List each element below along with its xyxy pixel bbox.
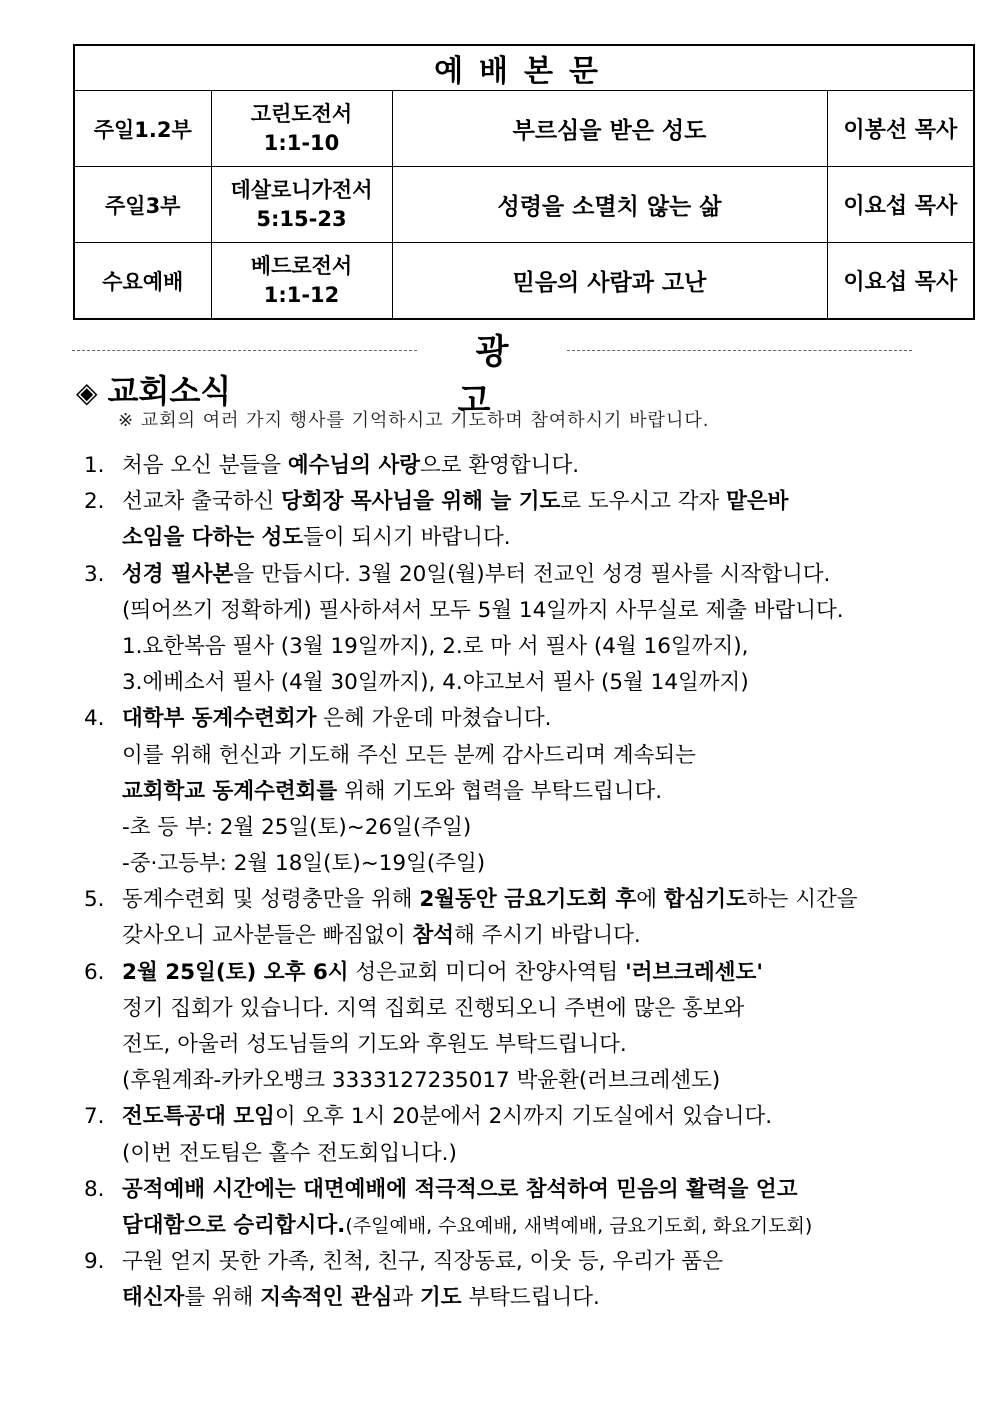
service-name: 주일1.2부 — [74, 91, 211, 167]
news-heading: ◈ 교회소식 — [76, 372, 232, 410]
pastor-name: 이요섭 목사 — [827, 167, 974, 243]
scripture-ref: 고린도전서 1:1-10 — [211, 91, 392, 167]
sermon-title: 부르심을 받은 성도 — [392, 91, 827, 167]
dashed-divider — [72, 350, 417, 351]
list-item: 6. 2월 25일(토) 오후 6시 성은교회 미디어 찬양사역팀 '러브크레센도' — [84, 959, 763, 985]
list-item: 9. 구원 얻지 못한 가족, 친척, 친구, 직장동료, 이웃 등, 우리가 품은 — [84, 1249, 723, 1275]
pastor-name: 이봉선 목사 — [827, 91, 974, 167]
pastor-name: 이요섭 목사 — [827, 243, 974, 320]
sermon-title: 성령을 소멸치 않는 삶 — [392, 167, 827, 243]
diamond-icon: ◈ — [76, 376, 98, 409]
list-item: 2. 선교차 출국하신 당회장 목사님을 위해 늘 기도로 도우시고 각자 맡은바 — [84, 489, 789, 515]
scripture-ref: 데살로니가전서 5:15-23 — [211, 167, 392, 243]
dashed-divider — [567, 350, 912, 351]
table-row — [74, 243, 974, 320]
sermon-title: 믿음의 사람과 고난 — [392, 243, 827, 320]
list-item: 4. 대학부 동계수련회가 은혜 가운데 마쳤습니다. — [84, 706, 552, 732]
news-note: ※ 교회의 여러 가지 행사를 기억하시고 기도하며 참여하시기 바랍니다. — [118, 410, 710, 431]
news-list: 1. 처음 오신 분들을 예수님의 사랑으로 환영합니다. 2. 선교차 출국하신 당회장 목사님을 위해 늘 기도로 도우시고 각자 맡은바 소임을 다하는 성도들이 되시기 바랍니다. 3. 성경 필사본을 만듭시다. 3월 20일(월)부터 전교인 성경 필사를 시작합니다. (띄어쓰기 정확하게) 필사하셔서 모두 5월 14일까지 사무실로 제출 바랍니다. 1.요한복음 필사 (3월 19일까지), 2.로 마 서 필사 (4월 16일까지), 3.에베소서 필사 (4월 30일까지), 4.야고보서 필사 (5월 14일까지) 4. 대학부 동계수련회가 은혜 가운데 마쳤습니다. 이를 위해 헌신과 기도해 주신 모든 분께 감사드리며 계속되는 교회학교 동계수련회를 위해 기도와 협력을 부탁드립니다. -초 등 부: 2월 25일(토)~26일(주일) -중·고등부: 2월 18일(토)~19일(주일) 5. 동계수련회 및 성령충만을 위해 2월동안 금요기도회 후에 합심기도하는 시간을 갖사오니 교사분들은 빠짐없이 참석해 주시기 바랍니다. 6. 2월 25일(토) 오후 6시 성은교회 미디어 찬양사역팀 '러브크레센도' 정기 집회가 있습니다. 지역 집회로 진행되오니 주변에 많은 홍보와 전도, 아울러 성도님들의 기도와 후원도 부탁드립니다. (후원계좌-카카오뱅크 3333127235017 박윤환(러브크레센도) 7. 전도특공대 모임이 오후 1시 20분에서 2시까지 기도실에서 있습니다. (이번 전도팀은 홀수 전도회입니다.) 8. 공적예배 시간에는 대면예배에 적극적으로 참석하여 믿음의 활력을 얻고 담대함으로 승리합시다.(주일예배, 수요예배, 새벽예배, 금요기도회, 화요기도회) 9. 구원 얻지 못한 가족, 친척, 친구, 직장동료, 이웃 등, 우리가 품은 태신자를 위해 지속적인 관심과 기도 부탁드립니다. — [84, 448, 864, 1317]
scripture-ref: 베드로전서 1:1-12 — [211, 243, 392, 320]
service-name: 주일3부 — [74, 167, 211, 243]
list-item: 8. 공적예배 시간에는 대면예배에 적극적으로 참석하여 믿음의 활력을 얻고 — [84, 1176, 798, 1202]
list-item: 5. 동계수련회 및 성령충만을 위해 2월동안 금요기도회 후에 합심기도하는 시간을 — [84, 887, 858, 913]
list-item: 3. 성경 필사본을 만듭시다. 3월 20일(월)부터 전교인 성경 필사를 시작합니다. — [84, 561, 831, 587]
table-row — [74, 167, 974, 243]
ad-title: 광고 — [457, 332, 545, 421]
worship-scripture-table — [73, 44, 975, 320]
table-header: 예배본문 — [74, 45, 974, 91]
list-item: 1. 처음 오신 분들을 예수님의 사랑으로 환영합니다. — [84, 453, 580, 478]
table-row — [74, 91, 974, 167]
service-name: 수요예배 — [74, 243, 211, 320]
list-item: 7. 전도특공대 모임이 오후 1시 20분에서 2시까지 기도실에서 있습니다. — [84, 1104, 773, 1130]
